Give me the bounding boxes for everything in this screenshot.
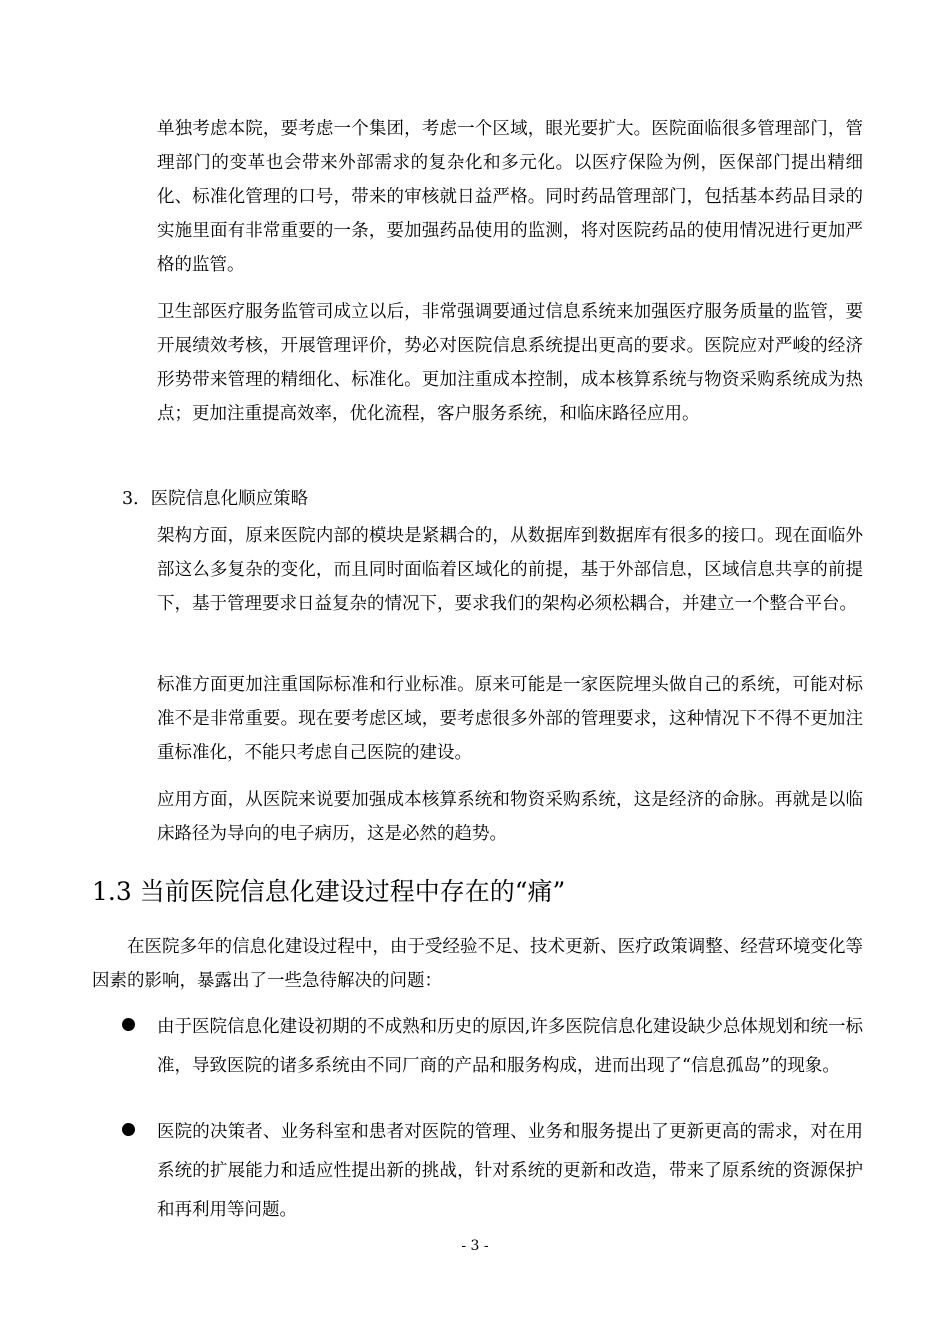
- section-title: 1.3 当前医院信息化建设过程中存在的“痛”: [92, 877, 566, 906]
- body-paragraph-1: 单独考虑本院，要考虑一个集团，考虑一个区域，眼光要扩大。医院面临很多管理部门，管理部门的变革也会带来外部需求的复杂化和多元化。以医疗保险为例，医保部门提出精细化、标准化管理的口号，带来的审核就日益严格。同时药品管理部门，包括基本药品目录的实施里面有非常重要的一条，要加强药品使用的监测，将对医院药品的使用情况进行更加严格的监管。: [157, 119, 863, 275]
- body-paragraph-3: 架构方面，原来医院内部的模块是紧耦合的，从数据库到数据库有很多的接口。现在面临外部这么多复杂的变化，而且同时面临着区域化的前提，基于外部信息，区域信息共享的前提下，基于管理要求日益复杂的情况下，要求我们的架构必须松耦合，并建立一个整合平台。: [157, 526, 863, 614]
- bullet-text: 医院的决策者、业务科室和患者对医院的管理、业务和服务提出了更新更高的需求，对在用系统的扩展能力和适应性提出新的挑战，针对系统的更新和改造，带来了原系统的资源保护和再利用等问题。: [157, 1122, 863, 1220]
- section-intro: 在医院多年的信息化建设过程中，由于受经验不足、技术更新、医疗政策调整、经营环境变化等因素的影响，暴露出了一些急待解决的问题：: [92, 937, 863, 991]
- bullet-dot-icon: [122, 1018, 135, 1031]
- bullet-text: 由于医院信息化建设初期的不成熟和历史的原因,许多医院信息化建设缺少总体规划和统一标准，导致医院的诸多系统由不同厂商的产品和服务构成，进而出现了“信息孤岛”的现象。: [157, 1017, 863, 1076]
- page-number: - 3 -: [461, 1238, 489, 1254]
- body-paragraph-4: 标准方面更加注重国际标准和行业标准。原来可能是一家医院埋头做自己的系统，可能对标准不是非常重要。现在要考虑区域，要考虑很多外部的管理要求，这种情况下不得不更加注重标准化，不能只考虑自己医院的建设。: [157, 675, 863, 763]
- body-paragraph-5: 应用方面，从医院来说要加强成本核算系统和物资采购系统，这是经济的命脉。再就是以临床路径为导向的电子病历，这是必然的趋势。: [157, 790, 863, 844]
- item-heading-3: 3．医院信息化顺应策略: [122, 489, 309, 509]
- body-paragraph-2: 卫生部医疗服务监管司成立以后，非常强调要通过信息系统来加强医疗服务质量的监管，要开展绩效考核，开展管理评价，势必对医院信息系统提出更高的要求。医院应对严峻的经济形势带来管理的精细化、标准化。更加注重成本控制，成本核算系统与物资采购系统成为热点；更加注重提高效率，优化流程，客户服务系统，和临床路径应用。: [157, 302, 863, 424]
- bullet-dot-icon: [122, 1123, 135, 1136]
